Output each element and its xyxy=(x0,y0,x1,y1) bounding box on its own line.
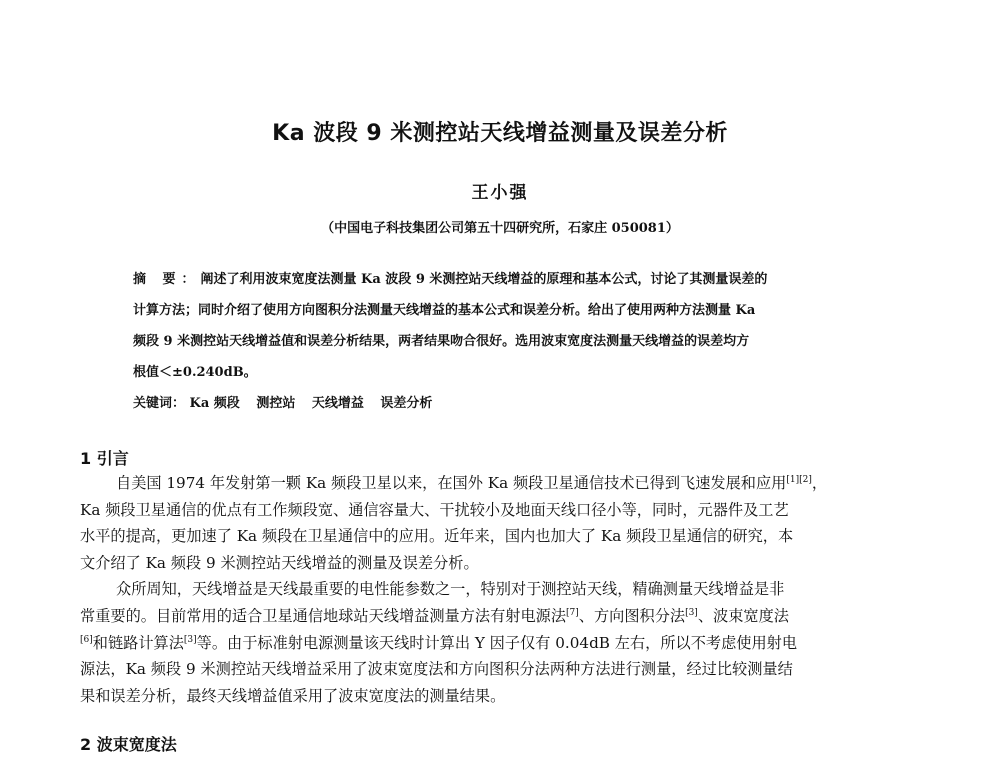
abstract xyxy=(133,264,868,388)
citation-ref: [7] xyxy=(566,607,579,618)
keyword-item: 误差分析 xyxy=(380,396,433,411)
section-1-heading: 1 引言 xyxy=(80,449,129,468)
paper-title: Ka 波段 9 米测控站天线增益测量及误差分析 xyxy=(272,121,728,146)
para2-text: 和链路计算法 xyxy=(92,633,184,652)
keyword-item: 测控站 xyxy=(256,396,296,411)
citation-ref: [3] xyxy=(685,607,698,618)
citation-ref: [3] xyxy=(183,634,197,645)
abstract-line-1 xyxy=(133,264,868,295)
citation-ref: [6] xyxy=(80,634,93,645)
abstract-text-1: 阐述了利用波束宽度法测量 Ka 波段 9 米测控站天线增益的原理和基本公式，讨论了其测量误差的 xyxy=(200,272,768,287)
author-affiliation: （中国电子科技集团公司第五十四研究所，石家庄 050081） xyxy=(321,221,679,236)
abstract-line-4: 根值＜±0.240dB。 xyxy=(133,365,257,380)
para2-line-1: 众所周知，天线增益是天线最重要的电性能参数之一，特别对于测控站天线，精确测量天线增益是非 xyxy=(116,580,785,599)
para1-punct: ， xyxy=(811,474,828,492)
keyword-item: Ka 频段 xyxy=(189,396,240,411)
abstract-line-2: 计算方法；同时介绍了使用方向图积分法测量天线增益的基本公式和误差分析。给出了使用两种方法测量 Ka xyxy=(133,303,756,318)
citation-ref: [1][2] xyxy=(786,475,812,485)
para2-text: 、波束宽度法 xyxy=(697,606,789,625)
abstract-line-3: 频段 9 米测控站天线增益值和误差分析结果，两者结果吻合很好。选用波束宽度法测量天线增益的误差均方 xyxy=(133,334,750,349)
keywords-label: 关键词： xyxy=(133,396,186,411)
keyword-item: 天线增益 xyxy=(311,396,364,411)
abstract-label: 摘 要： xyxy=(133,272,201,287)
para1-line-3: 水平的提高，更加速了 Ka 频段在卫星通信中的应用。近年来，国内也加大了 Ka 频段卫星通信的研究，本 xyxy=(80,527,794,546)
para2-text: 常重要的。目前常用的适合卫星通信地球站天线增益测量方法有射电源法 xyxy=(80,606,566,625)
para1-line-2: Ka 频段卫星通信的优点有工作频段宽、通信容量大、干扰较小及地面天线口径小等，同时，元器件及工艺 xyxy=(80,500,789,519)
author-name: 王小强 xyxy=(471,183,529,203)
para2-line-2 xyxy=(80,603,915,630)
para2-line-3 xyxy=(80,630,915,657)
para2-text: 、方向图积分法 xyxy=(578,606,686,625)
para2-line-4: 源法，Ka 频段 9 米测控站天线增益采用了波束宽度法和方向图积分法两种方法进行测量，经过比较测量结 xyxy=(80,660,793,679)
para1-text: 自美国 1974 年发射第一颗 Ka 频段卫星以来，在国外 Ka 频段卫星通信技术已得到飞速发展和应用 xyxy=(116,474,787,492)
para2-text: 等。由于标准射电源测量该天线时计算出 Y 因子仅有 0.04dB 左右，所以不考虑使用射电 xyxy=(196,633,798,652)
para2-line-5: 果和误差分析，最终天线增益值采用了波束宽度法的测量结果。 xyxy=(80,686,506,705)
section-1-body xyxy=(80,470,915,709)
section-2-heading: 2 波束宽度法 xyxy=(80,735,177,754)
keywords xyxy=(133,392,868,411)
para1-line-1 xyxy=(80,470,915,497)
para1-line-4: 文介绍了 Ka 频段 9 米测控站天线增益的测量及误差分析。 xyxy=(80,553,479,572)
